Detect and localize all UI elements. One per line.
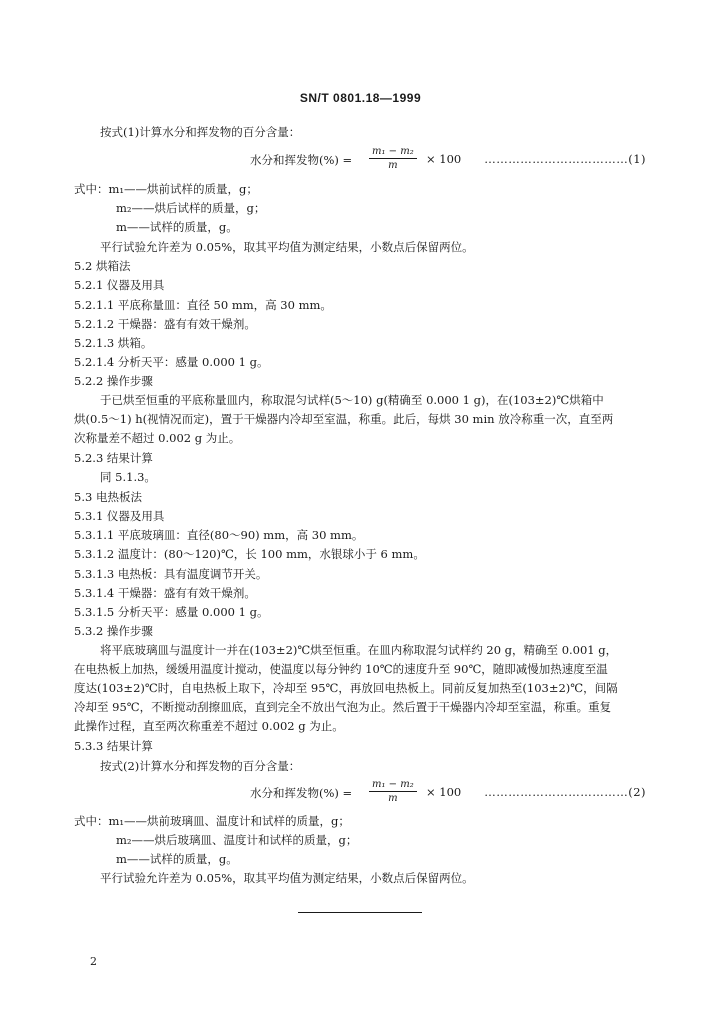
section-5-3-3: 5.3.3 结果计算 [74, 739, 153, 753]
item-5-3-1-4: 5.3.1.4 干燥器：盛有有效干燥剂。 [74, 586, 256, 600]
standard-header: SN/T 0801.18—1999 [299, 91, 422, 105]
equation-1-lhs: 水分和挥发物(%) = [250, 153, 353, 167]
equation-1-rhs: × 100 [426, 152, 462, 166]
formula-intro-1: 按式(1)计算水分和挥发物的百分含量： [100, 125, 301, 139]
procedure-5-3-2-line-2: 在电热板上加热，缓缓用温度计搅动，使温度以每分钟约 10℃的速度升至 90℃，随即减慢加热速度至温 [74, 662, 608, 676]
section-5-2-3: 5.2.3 结果计算 [74, 451, 153, 465]
item-5-2-1-2: 5.2.1.2 干燥器：盛有有效干燥剂。 [74, 317, 256, 331]
equation-2-lhs: 水分和挥发物(%) = [250, 786, 353, 800]
item-5-2-1-1: 5.2.1.1 平底称量皿：直径 50 mm，高 30 mm。 [74, 298, 332, 312]
procedure-5-3-2-line-1: 将平底玻璃皿与温度计一并在(103±2)℃烘至恒重。在皿内称取混匀试样约 20 g，精确至 0.001 g， [100, 643, 618, 657]
section-5-2-2: 5.2.2 操作步骤 [74, 374, 153, 388]
reference-5-1-3: 同 5.1.3。 [100, 470, 156, 484]
section-5-3-1: 5.3.1 仪器及用具 [74, 509, 165, 523]
section-5-2: 5.2 烘箱法 [74, 259, 131, 273]
legend-2-m1: 式中：m₁——烘前玻璃皿、温度计和试样的质量，g； [74, 814, 350, 828]
item-5-3-1-3: 5.3.1.3 电热板：具有温度调节开关。 [74, 567, 268, 581]
procedure-5-3-2-line-4: 冷却至 95℃，不断搅动刮擦皿底，直到完全不放出气泡为止。然后置于干燥器内冷却至室温，称重。重复 [74, 700, 612, 714]
section-5-2-1: 5.2.1 仪器及用具 [74, 278, 165, 292]
item-5-2-1-3: 5.2.1.3 烘箱。 [74, 336, 153, 350]
item-5-2-1-4: 5.2.1.4 分析天平：感量 0.000 1 g。 [74, 355, 269, 369]
procedure-5-3-2-line-5: 此操作过程，直至两次称重差不超过 0.002 g 为止。 [74, 719, 344, 733]
section-5-3: 5.3 电热板法 [74, 490, 142, 504]
equation-2-tag: ………………………………(2) [484, 785, 646, 799]
section-5-3-2: 5.3.2 操作步骤 [74, 624, 153, 638]
equation-2-numerator: m₁ − m₂ [369, 778, 417, 792]
legend-2-m: m——试样的质量，g。 [116, 852, 238, 866]
legend-1-m2: m₂——烘后试样的质量，g； [116, 201, 266, 215]
item-5-3-1-1: 5.3.1.1 平底玻璃皿：直径(80～90) mm，高 30 mm。 [74, 528, 364, 542]
tolerance-note-2: 平行试验允许差为 0.05%，取其平均值为测定结果，小数点后保留两位。 [100, 871, 474, 885]
page-number: 2 [90, 955, 97, 968]
item-5-3-1-5: 5.3.1.5 分析天平：感量 0.000 1 g。 [74, 605, 269, 619]
equation-1-fraction [369, 145, 417, 172]
equation-2 [74, 778, 646, 808]
formula-intro-2: 按式(2)计算水分和挥发物的百分含量： [100, 759, 301, 773]
equation-2-fraction [369, 778, 417, 805]
procedure-5-2-2-line-2: 烘(0.5～1) h(视情况而定)，置于干燥器内冷却至室温，称重。此后，每烘 30 min 放冷称重一次，直至两 [74, 412, 614, 426]
legend-1-m: m——试样的质量，g。 [116, 220, 238, 234]
end-rule [298, 912, 422, 913]
tolerance-note-1: 平行试验允许差为 0.05%，取其平均值为测定结果，小数点后保留两位。 [100, 240, 474, 254]
equation-1-numerator: m₁ − m₂ [369, 145, 417, 159]
equation-1-tag: ………………………………(1) [484, 152, 646, 166]
legend-1-m1: 式中：m₁——烘前试样的质量，g； [74, 182, 258, 196]
legend-2-m2: m₂——烘后玻璃皿、温度计和试样的质量，g； [116, 833, 358, 847]
procedure-5-3-2-line-3: 度达(103±2)℃时，自电热板上取下，冷却至 95℃，再放回电热板上。同前反复加热至(103±2)℃，间隔 [74, 681, 618, 695]
equation-1-denominator: m [388, 160, 398, 171]
procedure-5-2-2-line-3: 次称量差不超过 0.002 g 为止。 [74, 431, 241, 445]
equation-2-rhs: × 100 [426, 785, 462, 799]
procedure-5-2-2-line-1: 于已烘至恒重的平底称量皿内，称取混匀试样(5～10) g(精确至 0.000 1 g)，在(103±2)℃烘箱中 [100, 393, 604, 407]
item-5-3-1-2: 5.3.1.2 温度计：(80～120)℃，长 100 mm，水银球小于 6 mm。 [74, 547, 425, 561]
equation-1 [74, 145, 646, 175]
equation-2-denominator: m [388, 793, 398, 804]
